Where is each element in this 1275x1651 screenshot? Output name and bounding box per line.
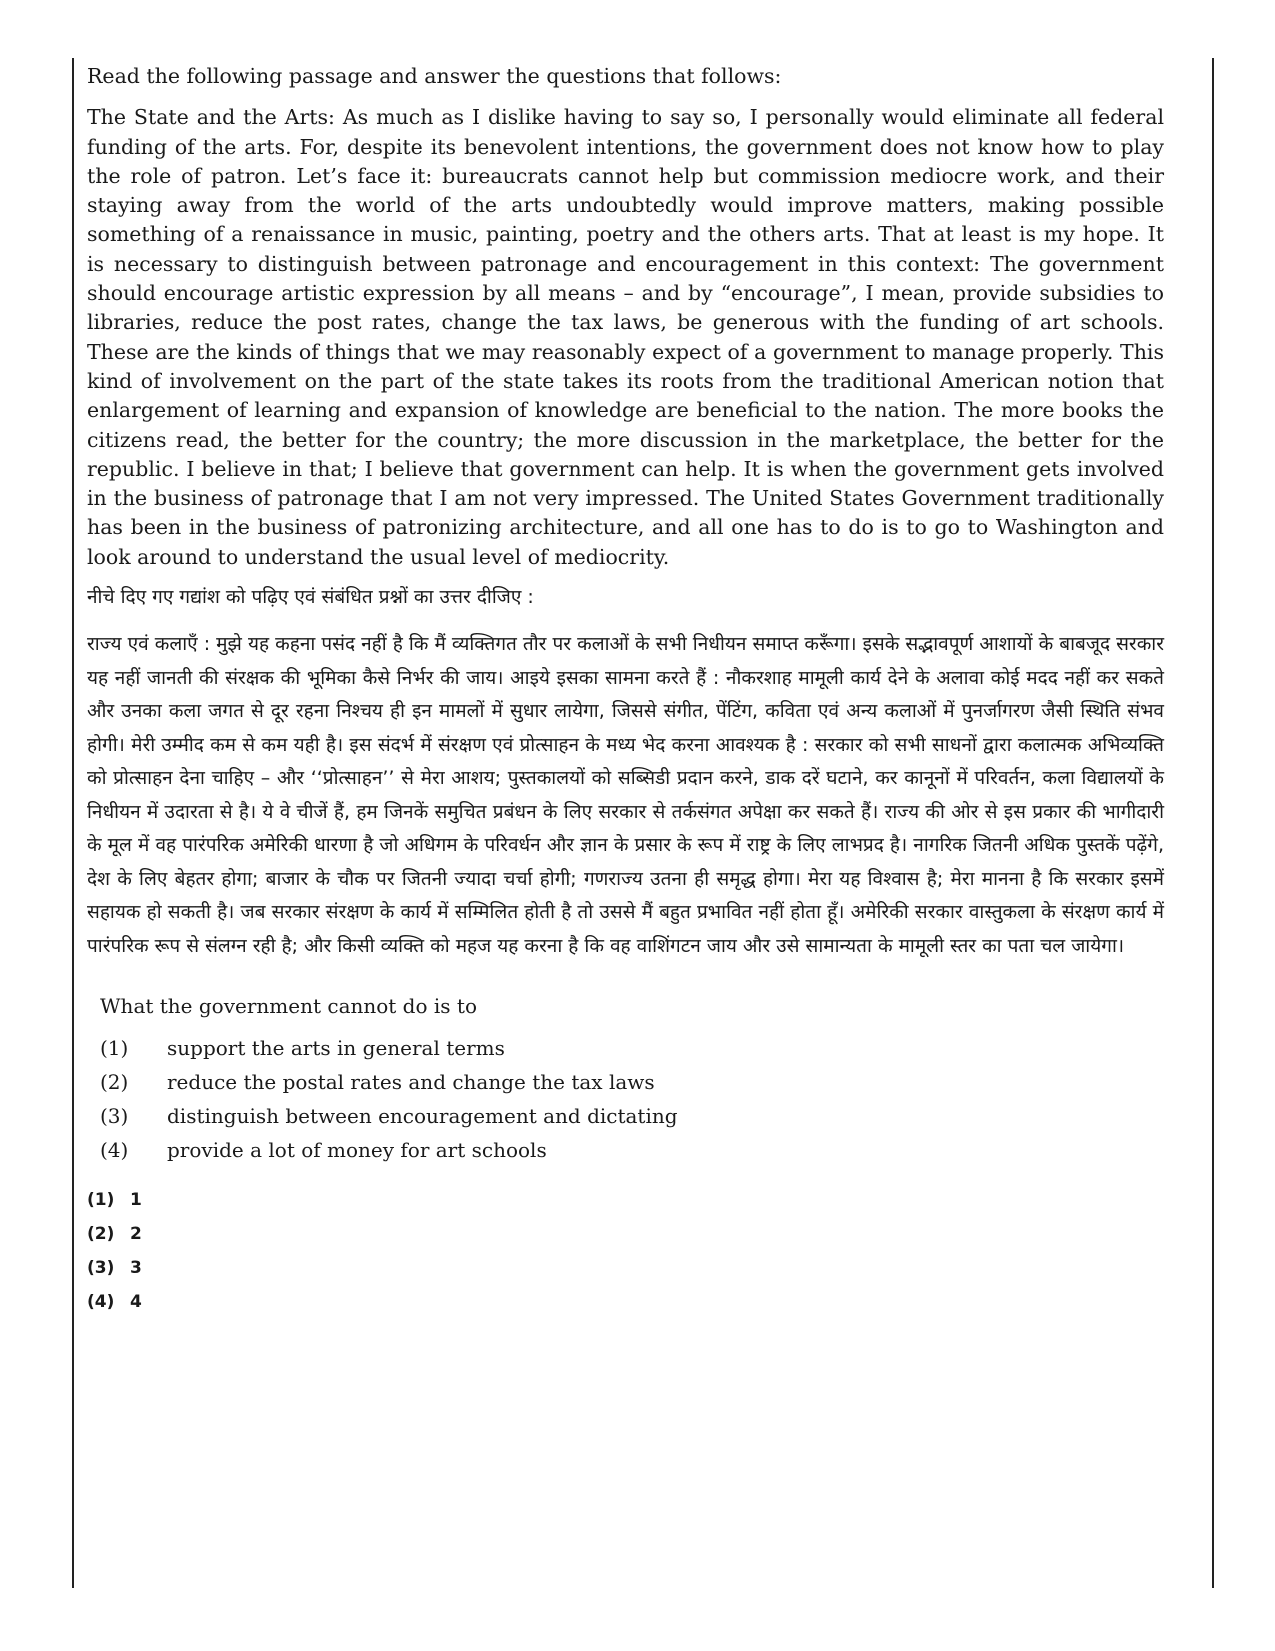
passage-hindi: राज्य एवं कलाएँ : मुझे यह कहना पसंद नहीं है कि मैं व्यक्तिगत तौर पर कलाओं के सभी निधीयन समाप्त करूँगा। इसके सद्भावपूर्ण आशायों के बाबजूद सरकार यह नहीं जानती की संरक्षक की भूमिका कैसे निर्भर की जाय। आइये इसका सामना करते हैं : नौकरशाह मामूली कार्य देने के अलावा कोई मदद नहीं कर सकते और उनका कला जगत से दूर रहना निश्चय ही इन मामलों में सुधार लायेगा, जिससे संगीत, पेंटिंग, कविता एवं अन्य कलाओं में पुनर्जागरण जैसी स्थिति संभव होगी। मेरी उम्मीद कम से कम यही है। इस संदर्भ में संरक्षण एवं प्रोत्साहन के मध्य भेद करना आवश्यक है : सरकार को सभी साधनों द्वारा कलात्मक अभिव्यक्ति को प्रोत्साहन देना चाहिए – और ‘‘प्रोत्साहन’’ से मेरा आशय; पुस्तकालयों को सब्सिडी प्रदान करने, डाक दरें घटाने, कर कानूनों में परिवर्तन, कला विद्यालयों के निधीयन में उदारता से है। ये वे चीजें हैं, हम जिनकें समुचित प्रबंधन के लिए सरकार से तर्कसंगत अपेक्षा कर सकते हैं। राज्य की ओर से इस प्रकार की भागीदारी के मूल में वह पारंपरिक अमेरिकी धारणा है जो अधिगम के परिवर्धन और ज्ञान के प्रसार के रूप में राष्ट्र के लिए लाभप्रद है। नागरिक जितनी अधिक पुस्तकें पढ़ेंगे, देश के लिए बेहतर होगा; बाजार के चौक पर जितनी ज्यादा चर्चा होगी; गणराज्य उतना ही समृद्ध होगा। मेरा यह विश्वास है; मेरा मानना है कि सरकार इसमें सहायक हो सकती है। जब सरकार संरक्षण के कार्य में सम्मिलित होती है तो उससे मैं बहुत प्रभावित नहीं होता हूँ। अमेरिकी सरकार वास्तुकला के संरक्षण कार्य में पारंपरिक रूप से संलग्न रही है; और किसी व्यक्ति को महज यह करना है कि वह वाशिंगटन जाय और उसे सामान्यता के मामूली स्तर का पता चल जायेगा। xyxy=(87,633,1164,957)
passage-english: The State and the Arts: As much as I dislike having to say so, I personally would eliminate all federal funding of the arts. For, despite its benevolent intentions, the government does not know how to play the role of patron. Let’s face it: bureaucrats cannot help but commission mediocre work, and their staying away from the world of the arts undoubtedly would improve matters, making possible something of a renaissance in music, painting, poetry and the others arts. That at least is my hope. It is necessary to distinguish between patronage and encouragement in this context: The government should encourage artistic expression by all means – and by “encourage”, I mean, provide subsidies to libraries, reduce the post rates, change the tax laws, be generous with the funding of art schools. These are the kinds of things that we may reasonably expect of a government to manage properly. This kind of involvement on the part of the state takes its roots from the traditional American notion that enlargement of learning and expansion of knowledge are beneficial to the nation. The more books the citizens read, the better for the country; the more discussion in the marketplace, the better for the republic. I believe in that; I believe that government can help. It is when the government gets involved in the business of patronage that I am not very impressed. The United States Government traditionally has been in the business of patronizing architecture, and all one has to do is to go to Washington and look around to understand the usual level of mediocrity. xyxy=(87,105,1164,569)
answer-choice-value: 3 xyxy=(130,1258,142,1279)
answer-choice[interactable] xyxy=(87,1217,1164,1251)
option-item xyxy=(100,1031,1164,1065)
option-text: provide a lot of money for art schools xyxy=(167,1138,547,1163)
answer-choice-number: (2) xyxy=(87,1224,115,1245)
option-item xyxy=(100,1133,1164,1167)
question-content xyxy=(87,62,1164,1319)
instruction-english: Read the following passage and answer the questions that follows: xyxy=(87,64,782,88)
answer-choice-value: 2 xyxy=(130,1224,142,1245)
answer-choice-number: (1) xyxy=(87,1190,115,1211)
option-number: (1) xyxy=(100,1036,129,1061)
option-text: reduce the postal rates and change the tax laws xyxy=(167,1070,655,1095)
answer-choice-list xyxy=(87,1183,1164,1319)
answer-choice[interactable] xyxy=(87,1183,1164,1217)
answer-choice[interactable] xyxy=(87,1285,1164,1319)
option-number: (2) xyxy=(100,1070,129,1095)
option-number: (3) xyxy=(100,1104,129,1129)
option-list xyxy=(100,1031,1164,1167)
option-item xyxy=(100,1099,1164,1133)
answer-choice[interactable] xyxy=(87,1251,1164,1285)
answer-choice-value: 4 xyxy=(130,1292,142,1313)
option-text: distinguish between encouragement and dictating xyxy=(167,1104,678,1129)
answer-choice-value: 1 xyxy=(130,1190,142,1211)
option-number: (4) xyxy=(100,1138,129,1163)
answer-choice-number: (3) xyxy=(87,1258,115,1279)
instruction-hindi: नीचे दिए गए गद्यांश को पढ़िए एवं संबंधित प्रश्नों का उत्तर दीजिए : xyxy=(87,586,534,609)
question-stem: What the government cannot do is to xyxy=(100,994,477,1019)
option-item xyxy=(100,1065,1164,1099)
right-margin-rule xyxy=(1212,58,1214,1588)
left-margin-rule xyxy=(72,58,74,1588)
option-text: support the arts in general terms xyxy=(167,1036,505,1061)
answer-choice-number: (4) xyxy=(87,1292,115,1313)
